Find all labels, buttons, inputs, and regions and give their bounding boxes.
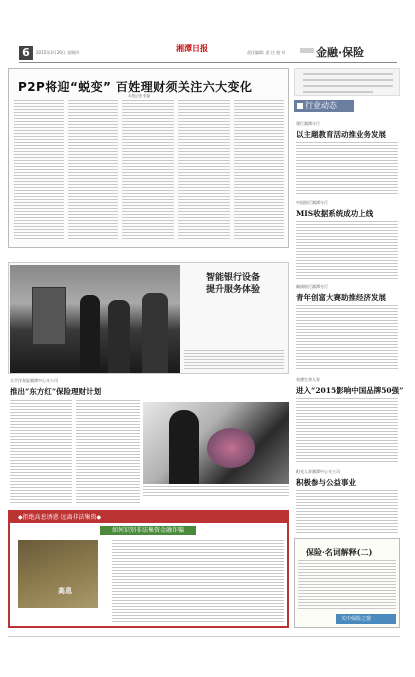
customer-photo-caption bbox=[143, 486, 289, 496]
editor-meta: 责任编辑: 责 任 校 对 bbox=[247, 50, 286, 55]
sidebar-headline-3: 青年创富大赛助推经济发展 bbox=[296, 293, 386, 302]
photo-title-line-1: 智能银行设备 bbox=[206, 273, 261, 283]
mid-body-col-1 bbox=[10, 400, 72, 504]
lead-body-col-4 bbox=[178, 100, 230, 240]
photo-title-line-2: 提升服务体验 bbox=[206, 285, 261, 295]
lead-body-col-3 bbox=[122, 100, 174, 240]
customer-photo bbox=[143, 402, 289, 484]
sidebar-kicker-4: 英德生命人寿 bbox=[296, 377, 320, 382]
photo-caption bbox=[184, 350, 284, 370]
sidebar-headline-2: MIS收据系统成功上线 bbox=[296, 209, 374, 218]
footer-rule bbox=[8, 636, 400, 637]
atm-photo bbox=[10, 265, 180, 373]
anti-fraud-list bbox=[112, 540, 284, 622]
anti-fraud-subtitle: 如何识别非法集资金融诈骗 bbox=[100, 526, 196, 535]
sidebar-body-4 bbox=[296, 398, 398, 462]
section-title: 金融·保险 bbox=[316, 46, 365, 59]
sidebar-kicker-5: 阳光人寿湘潭中心支公司 bbox=[296, 469, 340, 474]
lead-byline: 本报记者 张磊 bbox=[128, 94, 151, 98]
sidebar-kicker-2: 中国银行湘潭分行 bbox=[296, 200, 328, 205]
illustration-label: 高息 bbox=[58, 587, 72, 595]
sidebar-headline-5: 积极参与公益事业 bbox=[296, 478, 356, 487]
contact-info-box bbox=[294, 68, 400, 96]
page-number: 6 bbox=[19, 46, 33, 60]
sidebar-kicker-3: 邮储银行湘潭分行 bbox=[296, 284, 328, 289]
lead-body-col-5 bbox=[234, 100, 284, 240]
news-tag-label: 行业动态 bbox=[305, 101, 337, 110]
insurance-terms-body bbox=[298, 560, 396, 610]
sidebar-headline-4: 进入“2015影响中国品牌50强” bbox=[296, 386, 404, 395]
insurance-terms-title: 保险·名词解释(二) bbox=[306, 547, 373, 557]
sidebar-kicker-1: 建行湘潭分行 bbox=[296, 121, 320, 126]
sidebar-body-5 bbox=[296, 490, 398, 534]
header-rule bbox=[19, 62, 397, 63]
anti-fraud-banner: ◆拒绝高息诱惑 远离非法集资◆ bbox=[10, 512, 287, 523]
lead-body-col-2 bbox=[68, 100, 118, 240]
lead-body-col-1 bbox=[14, 100, 64, 240]
news-tag bbox=[294, 100, 354, 112]
square-icon bbox=[297, 103, 303, 109]
lead-headline: P2P将迎“蜕变” 百姓理财须关注六大变化 bbox=[18, 80, 253, 94]
section-marker bbox=[300, 48, 314, 53]
mid-kicker: 太平洋寿险湘潭中心支公司 bbox=[10, 378, 58, 383]
sidebar-body-2 bbox=[296, 221, 398, 279]
warning-illustration bbox=[18, 540, 98, 608]
insurance-window-tag: 关中保险之窗 bbox=[336, 614, 396, 624]
mid-headline: 推出“东方红”保险理财计划 bbox=[10, 387, 102, 396]
sidebar-headline-1: 以主题教育活动推业务发展 bbox=[296, 130, 386, 139]
masthead: 湘潭日报 bbox=[176, 43, 208, 53]
photo-feature-title bbox=[206, 272, 260, 296]
sidebar-body-1 bbox=[296, 142, 398, 196]
mid-body-col-2 bbox=[76, 400, 140, 504]
sidebar-body-3 bbox=[296, 305, 398, 371]
date-line: 2015年3月26日 星期四 bbox=[36, 50, 80, 55]
